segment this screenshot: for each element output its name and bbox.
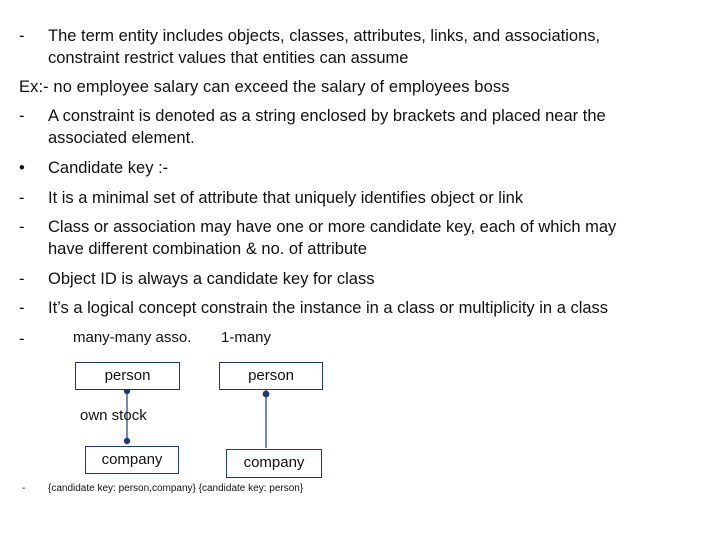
bullet-text: It’s a logical concept constrain the instance in a class or multiplicity in a class <box>48 299 609 317</box>
bullet-text: Object ID is always a candidate key for class <box>48 270 375 288</box>
many-many-label: many-many asso. <box>73 329 192 346</box>
one-many-label: 1-many <box>221 329 272 346</box>
example-text: Ex:- no employee salary can exceed the salary of employees boss <box>19 78 510 96</box>
bullet-text: Class or association may have one or more candidate key, each of which may <box>48 218 617 236</box>
diagram-marker: - <box>19 330 25 348</box>
right-company-box <box>226 449 322 478</box>
own-stock-label: own stock <box>80 407 147 424</box>
bullet-marker: - <box>19 27 25 45</box>
caption-marker: - <box>22 483 26 494</box>
bullet-marker: - <box>19 270 25 288</box>
bullet-text: The term entity includes objects, classes, attributes, links, and associations, <box>48 27 601 45</box>
bullet-text: A constraint is denoted as a string enclosed by brackets and placed near the <box>48 107 606 125</box>
right-top-dot <box>263 391 270 398</box>
candidate-key-heading: Candidate key :- <box>48 159 169 177</box>
bullet-text: have different combination & no. of attribute <box>48 240 367 258</box>
right-company-label: company <box>243 454 305 471</box>
left-company-box <box>85 446 179 474</box>
left-person-label: person <box>104 367 151 384</box>
left-company-label: company <box>101 451 163 468</box>
candidate-key-caption: {candidate key: person,company} {candidate key: person} <box>48 483 304 494</box>
left-person-box <box>75 362 180 390</box>
left-bottom-dot <box>124 438 130 444</box>
bullet-dot: • <box>19 159 25 177</box>
right-person-box <box>219 362 323 390</box>
bullet-text: associated element. <box>48 129 195 147</box>
bullet-marker: - <box>19 299 25 317</box>
bullet-text: constraint restrict values that entities can assume <box>48 49 409 67</box>
bullet-marker: - <box>19 107 25 125</box>
right-person-label: person <box>248 367 294 384</box>
bullet-marker: - <box>19 218 25 236</box>
bullet-marker: - <box>19 189 25 207</box>
bullet-text: It is a minimal set of attribute that uniquely identifies object or link <box>48 189 524 207</box>
